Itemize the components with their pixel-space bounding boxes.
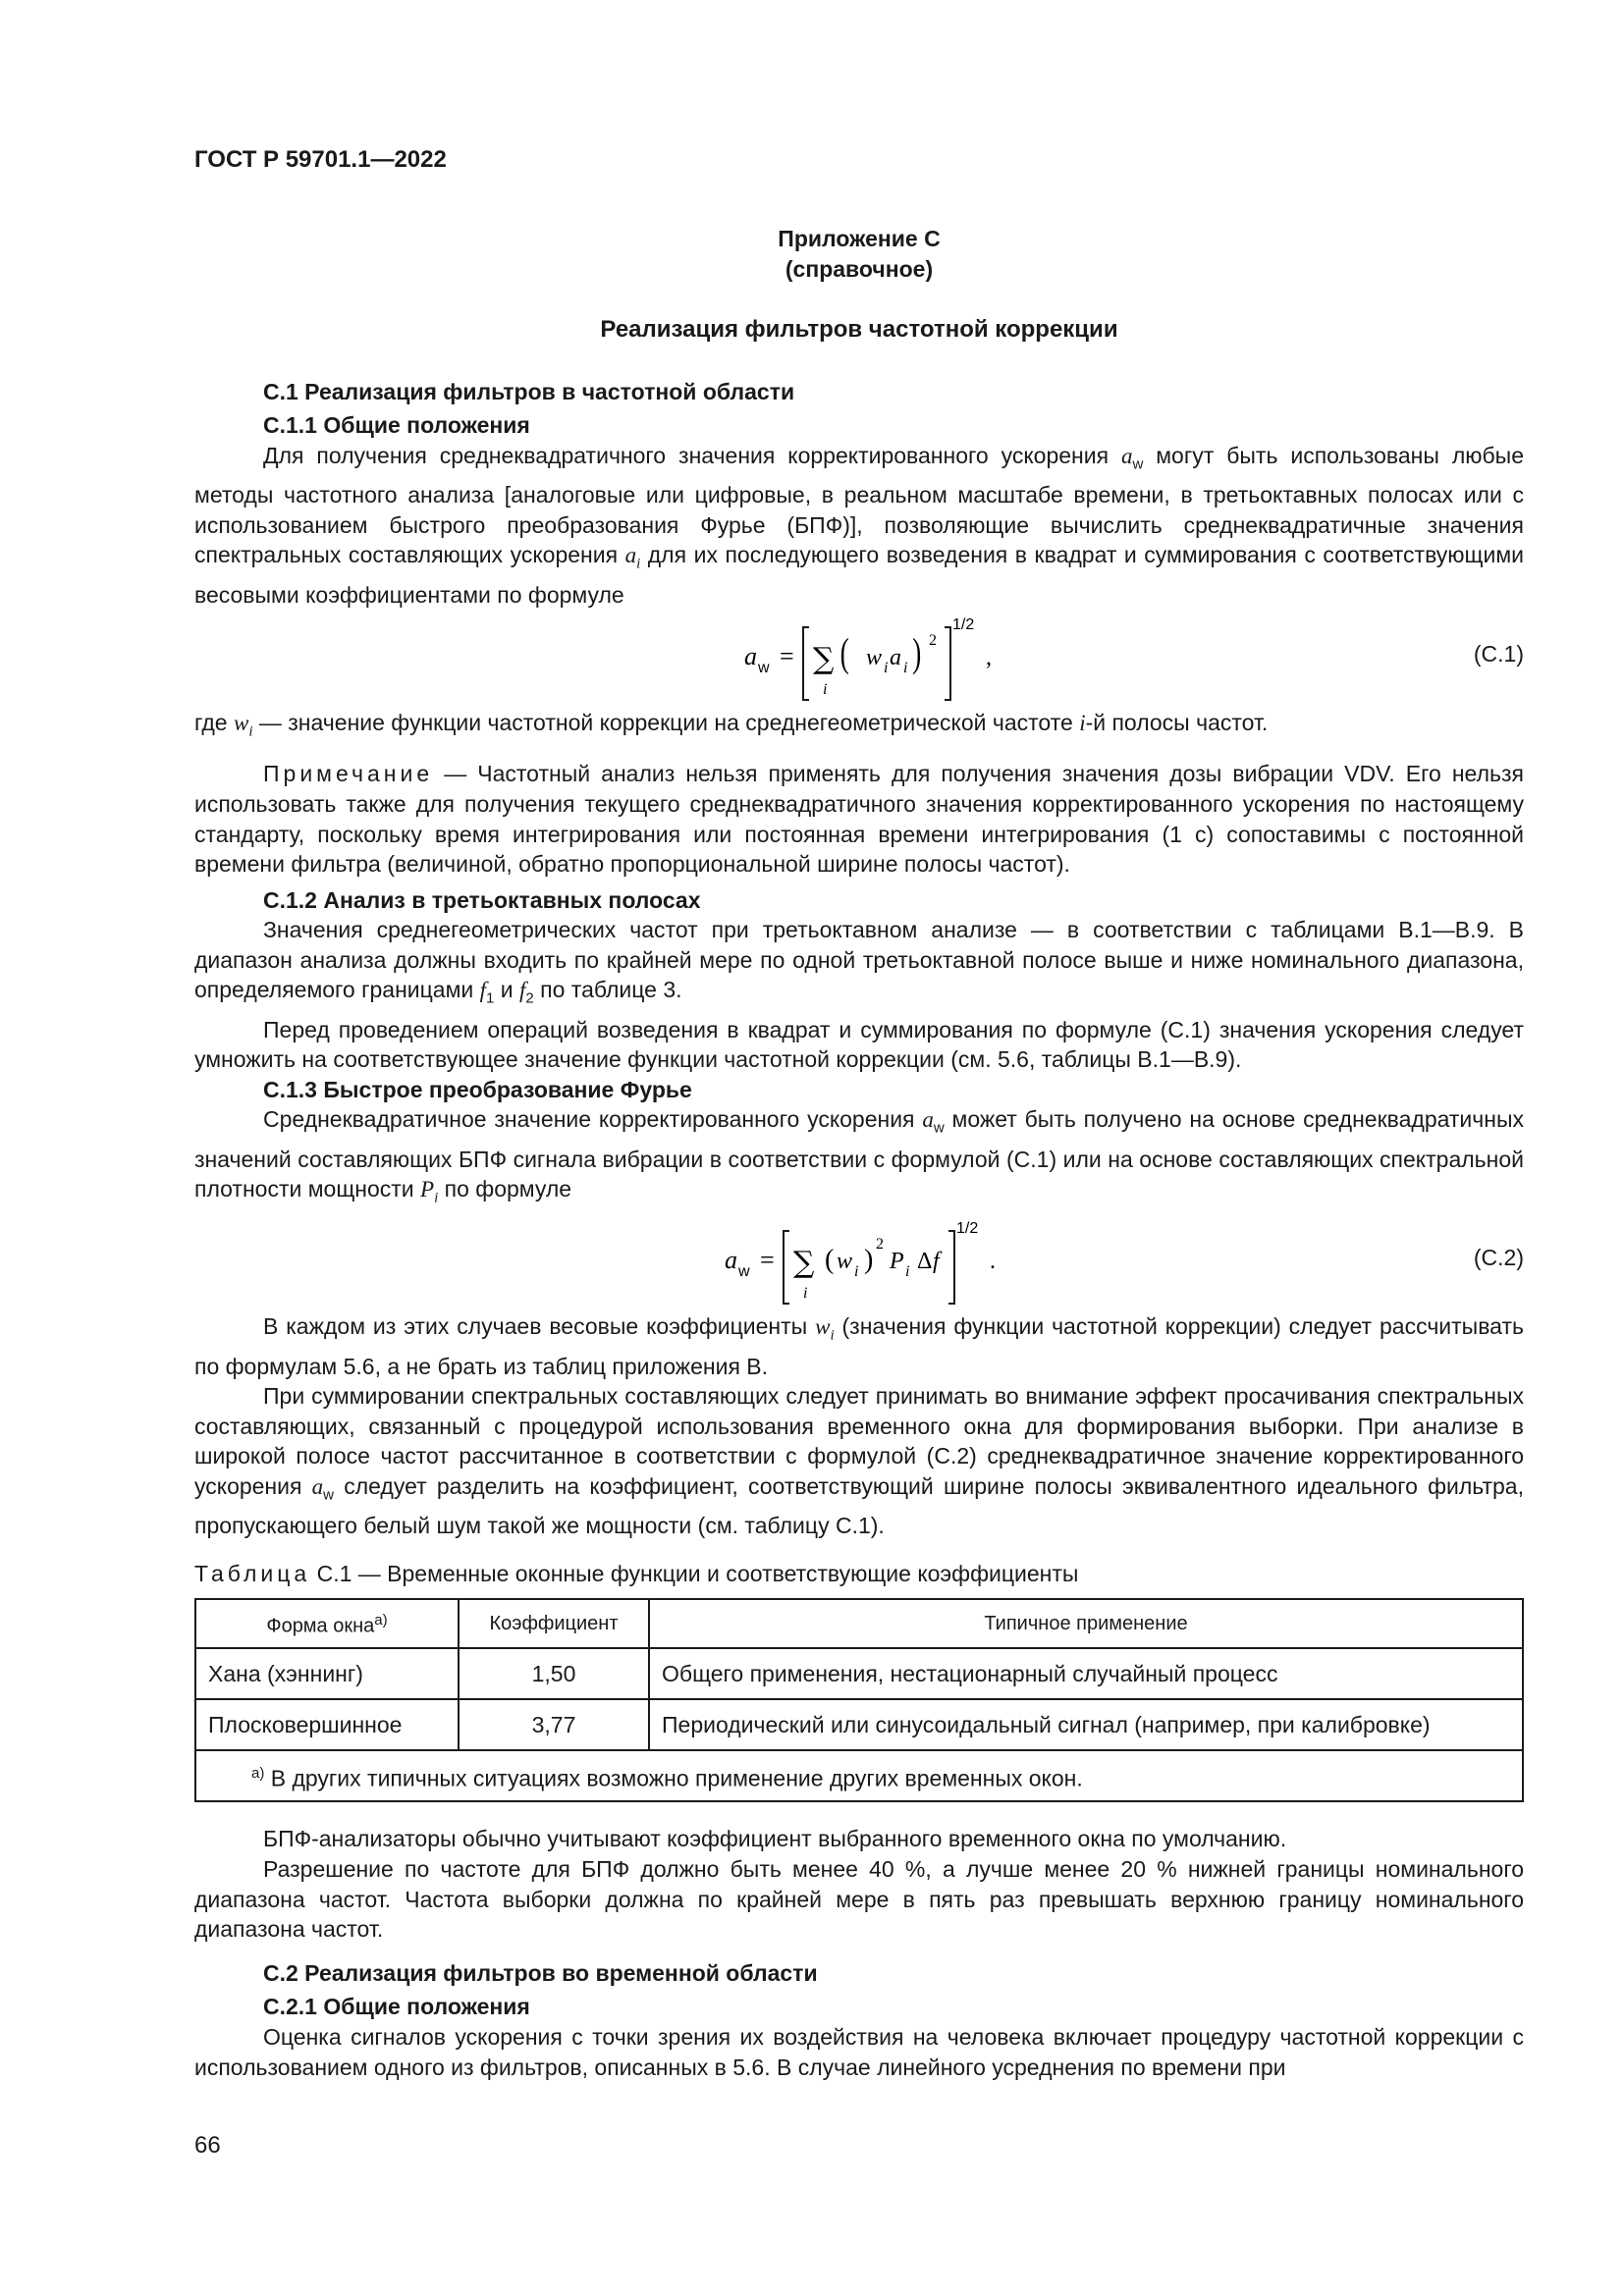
table-header-cell: Коэффициент (459, 1599, 649, 1648)
svg-text:f: f (933, 1249, 940, 1275)
table-cell: 1,50 (459, 1648, 649, 1699)
table-header-cell: Форма окна$^{а)}$ (195, 1599, 459, 1648)
section-c13-heading: С.1.3 Быстрое преобразование Фурье (263, 1076, 692, 1102)
table-row (195, 1648, 1523, 1699)
appendix-heading: Реализация фильтров частотной коррекции (600, 316, 1118, 344)
section-c12-heading: С.1.2 Анализ в третьоктавных полосах (263, 886, 701, 913)
svg-text:a: a (890, 645, 901, 671)
formula-c1-expression (744, 610, 1157, 708)
svg-text:a: a (725, 1246, 737, 1275)
svg-text:∑: ∑ (793, 1246, 815, 1281)
svg-text:i: i (823, 681, 828, 699)
svg-text:): ) (864, 1245, 874, 1276)
svg-text:(: ( (825, 1245, 835, 1276)
formula-c2-number: (С.2) (1473, 1245, 1524, 1271)
svg-text:i: i (803, 1285, 808, 1303)
svg-text:=: = (780, 642, 794, 671)
formula-c1-legend: где $w_i$ — значение функции частотной коррекции на среднегеометрической частоте i-й полосы частот. (194, 710, 1269, 740)
table-cell: 3,77 (459, 1699, 649, 1750)
table-footnote: $^{а)}$ В других типичных ситуациях возможно применение других временных окон. (195, 1750, 1523, 1801)
paragraph-c21: Оценка сигналов ускорения с точки зрения их воздействия на человека включает процедуру частотной коррекции с использованием одного из фильтров, описанных в 5.6. В случае линейного усреднения по времени при (194, 2023, 1524, 2080)
table-footnote-row (195, 1750, 1523, 1801)
section-c11-heading: С.1.1 Общие положения (263, 412, 530, 439)
table-cell: Общего применения, нестационарный случайный процесс (649, 1648, 1523, 1699)
svg-text:∑: ∑ (813, 642, 835, 677)
svg-text:i: i (905, 1263, 910, 1281)
paragraph-c12-2: Перед проведением операций возведения в квадрат и суммирования по формуле (С.1) значения ускорения следует умножить на соответствующее значение функции частотной коррекции (см. 5.6, таблицы В.1—В.9). (194, 1016, 1524, 1073)
paragraph-c13-3: При суммировании спектральных составляющих следует принимать во внимание эффект просачивания спектральных составляющих, связанный с процедурой использования временного окна для формирования выборки. При анализе в широкой полосе частот рассчитанное в соответствии с формулой (С.2) среднеквадратичное значение корректированного ускорения $a_w$ следует разделить на коэффициент, соответствующий ширине полосы эквивалентного идеального фильтра, пропускающего белый шум такой же мощности (см. таблицу С.1). (194, 1383, 1524, 1539)
svg-text:=: = (760, 1246, 775, 1275)
paragraph-c13-1: Среднеквадратичное значение корректированного ускорения $a_w$ может быть получено на основе среднеквадратичных значений составляющих БПФ сигнала вибрации в соответствии с формулой (С.1) или на основе составляющих спектральной плотности мощности $P_i$ по формуле (194, 1106, 1525, 1206)
table-row (195, 1699, 1523, 1750)
table-header-row (195, 1599, 1523, 1648)
table-header-cell: Типичное применение (649, 1599, 1523, 1648)
note-paragraph: Примечание — Частотный анализ нельзя применять для получения значения дозы вибрации VDV. Его нельзя использовать также для получения текущего среднеквадратичного значения корректированного ускорения по настоящему стандарту, поскольку время интегрирования или постоянная времени интегрирования (1 с) сопоставимы с постоянной времени фильтра (величиной, обратно пропорциональной ширине полосы частот). (194, 761, 1524, 878)
paragraph-c11: Для получения среднеквадратичного значения корректированного ускорения $a_w$ могут быть использованы любые методы частотного анализа [аналоговые или цифровые, в реальном масштабе времени, в третьоктавных полосах или с использованием быстрого преобразования Фурье (БПФ)], позволяющие вычислить среднеквадратичные значения спектральных составляющих ускорения $a_i$ для их последующего возведения в квадрат и суммирования с соответствующими весовыми коэффициентами по формуле (194, 442, 1525, 608)
paragraph-c12-1: Значения среднегеометрических частот при третьоктавном анализе — в соответствии с таблицами В.1—В.9. В диапазон анализа должны входить по крайней мере по одной третьоктавной полосе выше и ниже номинального диапазона, определяемого границами $f_1$ и $f_2$ по таблице 3. (194, 917, 1524, 1008)
svg-text:(: ( (839, 631, 849, 676)
svg-text:): ) (912, 631, 922, 676)
svg-text:,: , (986, 645, 992, 671)
formula-c1 (194, 610, 1524, 708)
svg-text:w: w (837, 1249, 853, 1275)
svg-text:i: i (854, 1263, 859, 1281)
svg-text:2: 2 (876, 1236, 884, 1254)
page-number: 66 (194, 2132, 221, 2159)
svg-text:a: a (744, 642, 757, 671)
section-c1-heading: С.1 Реализация фильтров в частотной области (263, 378, 795, 404)
svg-text:i: i (903, 660, 908, 677)
svg-text:1/2: 1/2 (952, 616, 975, 634)
table-cell: Хана (хэннинг) (195, 1648, 459, 1699)
paragraph-after-table-2: Разрешение по частоте для БПФ должно быть менее 40 %, а лучше менее 20 % нижней границы номинального диапазона частот. Частота выборки должна по крайней мере в пять раз превышать верхнюю границу номинального диапазона частот. (194, 1855, 1524, 1943)
formula-c2 (194, 1213, 1524, 1311)
section-c21-heading: С.2.1 Общие положения (263, 1994, 530, 2020)
svg-text:w: w (758, 660, 770, 677)
svg-text:.: . (990, 1249, 996, 1275)
window-functions-table (194, 1598, 1524, 1802)
paragraph-after-table-1: БПФ-анализаторы обычно учитывают коэффициент выбранного временного окна по умолчанию. (263, 1826, 1287, 1852)
table-cell: Плосковершинное (195, 1699, 459, 1750)
section-c2-heading: С.2 Реализация фильтров во временной области (263, 1959, 818, 1986)
svg-text:w: w (866, 645, 883, 671)
svg-text:2: 2 (929, 632, 937, 650)
svg-text:P: P (890, 1249, 904, 1275)
svg-text:1/2: 1/2 (956, 1220, 979, 1238)
paragraph-c13-2: В каждом из этих случаев весовые коэффициенты $w_i$ (значения функции частотной коррекции) следует рассчитывать по формулам 5.6, а не брать из таблиц приложения В. (194, 1313, 1524, 1379)
table-caption: Таблица С.1 — Временные оконные функции и соответствующие коэффициенты (194, 1560, 1079, 1586)
svg-text:w: w (738, 1263, 750, 1281)
standard-code: ГОСТ Р 59701.1—2022 (194, 146, 447, 173)
svg-text:i: i (884, 660, 889, 677)
table-cell: Периодический или синусоидальный сигнал (например, при калибровке) (649, 1699, 1523, 1750)
appendix-title: Приложение С (778, 226, 941, 251)
svg-text:Δ: Δ (917, 1249, 933, 1275)
formula-c1-number: (С.1) (1473, 641, 1524, 667)
page-content (194, 224, 1524, 2082)
appendix-subtitle: (справочное) (785, 255, 934, 282)
formula-c2-expression (725, 1213, 1137, 1311)
